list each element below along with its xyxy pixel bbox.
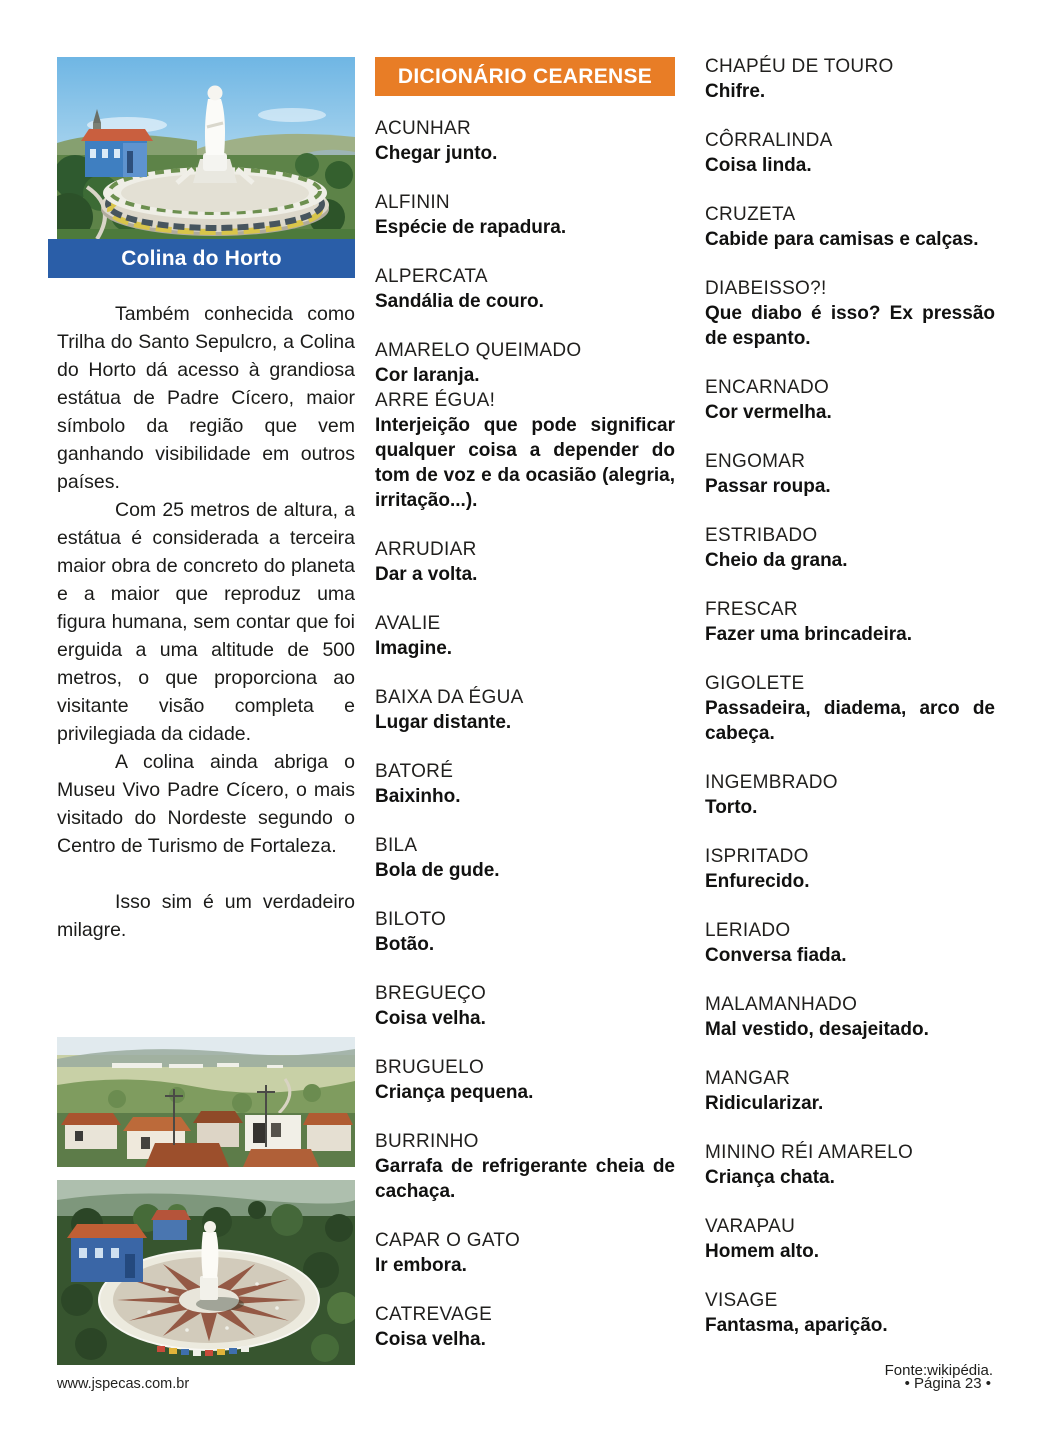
entry-term: ENGOMAR — [705, 451, 806, 472]
website-url: www.jspecas.com.br — [57, 1376, 190, 1392]
entry-definition: Passadeira, diadema, arco de cabeça. — [705, 698, 995, 744]
entry-term: BILA — [375, 835, 418, 856]
entry-definition: Bola de gude. — [375, 860, 500, 881]
entry-term: VISAGE — [705, 1290, 778, 1311]
entry-definition: Criança chata. — [705, 1167, 835, 1188]
article-paragraph: A colina ainda abriga o Museu Vivo Padre Cícero, o mais visitado do Nordeste segundo o Centro de Turismo de Fortaleza. — [57, 751, 355, 857]
entry-term: ISPRITADO — [705, 846, 809, 867]
entry-term: CHAPÉU DE TOURO — [705, 56, 894, 77]
entry-term: BRUGUELO — [375, 1057, 485, 1078]
entry-term: BURRINHO — [375, 1131, 479, 1152]
entry-definition: Lugar distante. — [375, 712, 512, 733]
dictionary-entry — [375, 685, 675, 735]
entry-term: ARRE ÉGUA! — [375, 390, 496, 411]
entry-term: MANGAR — [705, 1068, 791, 1089]
dictionary-entry — [705, 671, 995, 746]
article-paragraph: Também conhecida como Trilha do Santo Sepulcro, a Colina do Horto dá acesso à grandiosa estátua de Padre Cícero, maior símbolo da região que vem ganhando visibilidade em outros países. — [57, 303, 355, 493]
entry-definition: Homem alto. — [705, 1241, 820, 1262]
dictionary-entry — [375, 759, 675, 809]
entry-definition: Fazer uma brincadeira. — [705, 624, 912, 645]
dictionary-entry — [705, 276, 995, 351]
dictionary-entry — [375, 190, 675, 240]
photo-city-view — [57, 1037, 355, 1167]
entry-term: VARAPAU — [705, 1216, 796, 1237]
dictionary-column-2 — [705, 54, 995, 1338]
entry-definition: Passar roupa. — [705, 476, 831, 497]
article-paragraph: Com 25 metros de altura, a estátua é considerada a terceira maior obra de concreto do planeta e a maior que reproduz uma figura humana, sem contar que foi erguida a uma altitude de 500 metros, o que proporciona ao visitante visão completa e privilegiada da cidade. — [57, 499, 355, 745]
left-column — [57, 57, 355, 944]
entry-term: DIABEISSO?! — [705, 278, 827, 299]
dictionary-entry — [375, 1055, 675, 1105]
entry-term: AMARELO QUEIMADO — [375, 340, 582, 361]
entry-definition: Chegar junto. — [375, 143, 498, 164]
dictionary-entry — [705, 523, 995, 573]
entry-definition: Mal vestido, desajeitado. — [705, 1019, 929, 1040]
entry-term: LERIADO — [705, 920, 791, 941]
entry-term: ALFININ — [375, 192, 450, 213]
entry-definition: Ir embora. — [375, 1255, 467, 1276]
entry-term: MALAMANHADO — [705, 994, 858, 1015]
dictionary-column-1-wrap — [375, 57, 675, 1376]
dictionary-entry — [705, 992, 995, 1042]
entry-definition: Enfurecido. — [705, 871, 810, 892]
entry-definition: Criança pequena. — [375, 1082, 534, 1103]
dictionary-entry — [375, 981, 675, 1031]
entry-term: MININO RÉI AMARELO — [705, 1142, 914, 1163]
dictionary-entry — [705, 202, 995, 252]
article-paragraph: Isso sim é um verdadeiro milagre. — [57, 891, 355, 941]
entry-definition: Chifre. — [705, 81, 766, 102]
entry-definition: Coisa velha. — [375, 1008, 486, 1029]
entry-term: CRUZETA — [705, 204, 796, 225]
dictionary-header: DICIONÁRIO CEARENSE — [375, 57, 675, 96]
entry-term: GIGOLETE — [705, 673, 805, 694]
dictionary-entry — [375, 1129, 675, 1204]
blue-building — [81, 129, 153, 177]
page-number: • Página 23 • — [904, 1375, 991, 1392]
article-text — [57, 300, 355, 944]
entry-term: BAIXA DA ÉGUA — [375, 687, 524, 708]
dictionary-entry — [705, 597, 995, 647]
dictionary-entry — [705, 1066, 995, 1116]
photo-statue-aerial-image — [57, 1180, 355, 1365]
dictionary-entry — [705, 770, 995, 820]
entry-term: ARRUDIAR — [375, 539, 477, 560]
dictionary-entry — [375, 833, 675, 883]
photo-caption-bar — [48, 239, 355, 278]
entry-definition: Torto. — [705, 797, 758, 818]
entry-definition: Coisa linda. — [705, 155, 812, 176]
entry-term: CÔRRALINDA — [705, 130, 833, 151]
photo-colina-statue-image — [57, 57, 355, 239]
entry-term: ALPERCATA — [375, 266, 488, 287]
photo-caption: Colina do Horto — [121, 246, 282, 270]
dictionary-entry — [705, 1214, 995, 1264]
dictionary-entry — [375, 537, 675, 587]
entry-definition: Cabide para camisas e calças. — [705, 229, 979, 250]
dictionary-entry — [375, 1302, 675, 1352]
entry-term: ENCARNADO — [705, 377, 830, 398]
entry-definition: Conversa fiada. — [705, 945, 847, 966]
dictionary-column-1 — [375, 116, 675, 1352]
entry-term: INGEMBRADO — [705, 772, 838, 793]
dictionary-entry — [705, 844, 995, 894]
entry-definition: Fantasma, aparição. — [705, 1315, 888, 1336]
entry-definition: Cor laranja. — [375, 365, 480, 386]
entry-definition: Interjeição que pode significar qualquer coisa a depender do tom de voz e da ocasião (alegria, irritação...). — [375, 415, 675, 511]
dictionary-entry — [705, 449, 995, 499]
entry-definition: Coisa velha. — [375, 1329, 486, 1350]
entry-term: AVALIE — [375, 613, 441, 634]
dictionary-entry — [375, 611, 675, 661]
photo-colina-statue — [57, 57, 355, 239]
dictionary-column-2-wrap — [705, 54, 995, 1379]
entry-term: BATORÉ — [375, 761, 454, 782]
entry-definition: Espécie de rapadura. — [375, 217, 567, 238]
entry-definition: Imagine. — [375, 638, 453, 659]
entry-definition: Baixinho. — [375, 786, 461, 807]
entry-term: FRESCAR — [705, 599, 798, 620]
entry-definition: Dar a volta. — [375, 564, 478, 585]
dictionary-entry — [375, 338, 675, 388]
dictionary-entry — [705, 54, 995, 104]
dictionary-entry — [705, 1140, 995, 1190]
dictionary-entry — [705, 1288, 995, 1338]
dictionary-entry — [705, 918, 995, 968]
dictionary-entry — [705, 375, 995, 425]
source-credit: Fonte:wikipédia. — [884, 1362, 993, 1379]
entry-definition: Botão. — [375, 934, 435, 955]
entry-term: BREGUEÇO — [375, 983, 487, 1004]
dictionary-entry — [375, 1228, 675, 1278]
page-footer — [57, 1375, 991, 1392]
entry-definition: Cor vermelha. — [705, 402, 832, 423]
dictionary-entry — [375, 907, 675, 957]
entry-term: CATREVAGE — [375, 1304, 493, 1325]
entry-definition: Ridicularizar. — [705, 1093, 824, 1114]
entry-definition: Sandália de couro. — [375, 291, 544, 312]
dictionary-entry — [375, 388, 675, 513]
entry-definition: Cheio da grana. — [705, 550, 848, 571]
entry-term: ACUNHAR — [375, 118, 472, 139]
entry-definition: Que diabo é isso? Ex pressão de espanto. — [705, 303, 995, 349]
dictionary-entry — [705, 128, 995, 178]
photo-city-view-image — [57, 1037, 355, 1167]
photo-statue-aerial — [57, 1180, 355, 1365]
entry-definition: Garrafa de refrigerante cheia de cachaça. — [375, 1156, 675, 1202]
entry-term: CAPAR O GATO — [375, 1230, 521, 1251]
entry-term: ESTRIBADO — [705, 525, 818, 546]
entry-term: BILOTO — [375, 909, 447, 930]
dictionary-entry — [375, 264, 675, 314]
dictionary-entry — [375, 116, 675, 166]
